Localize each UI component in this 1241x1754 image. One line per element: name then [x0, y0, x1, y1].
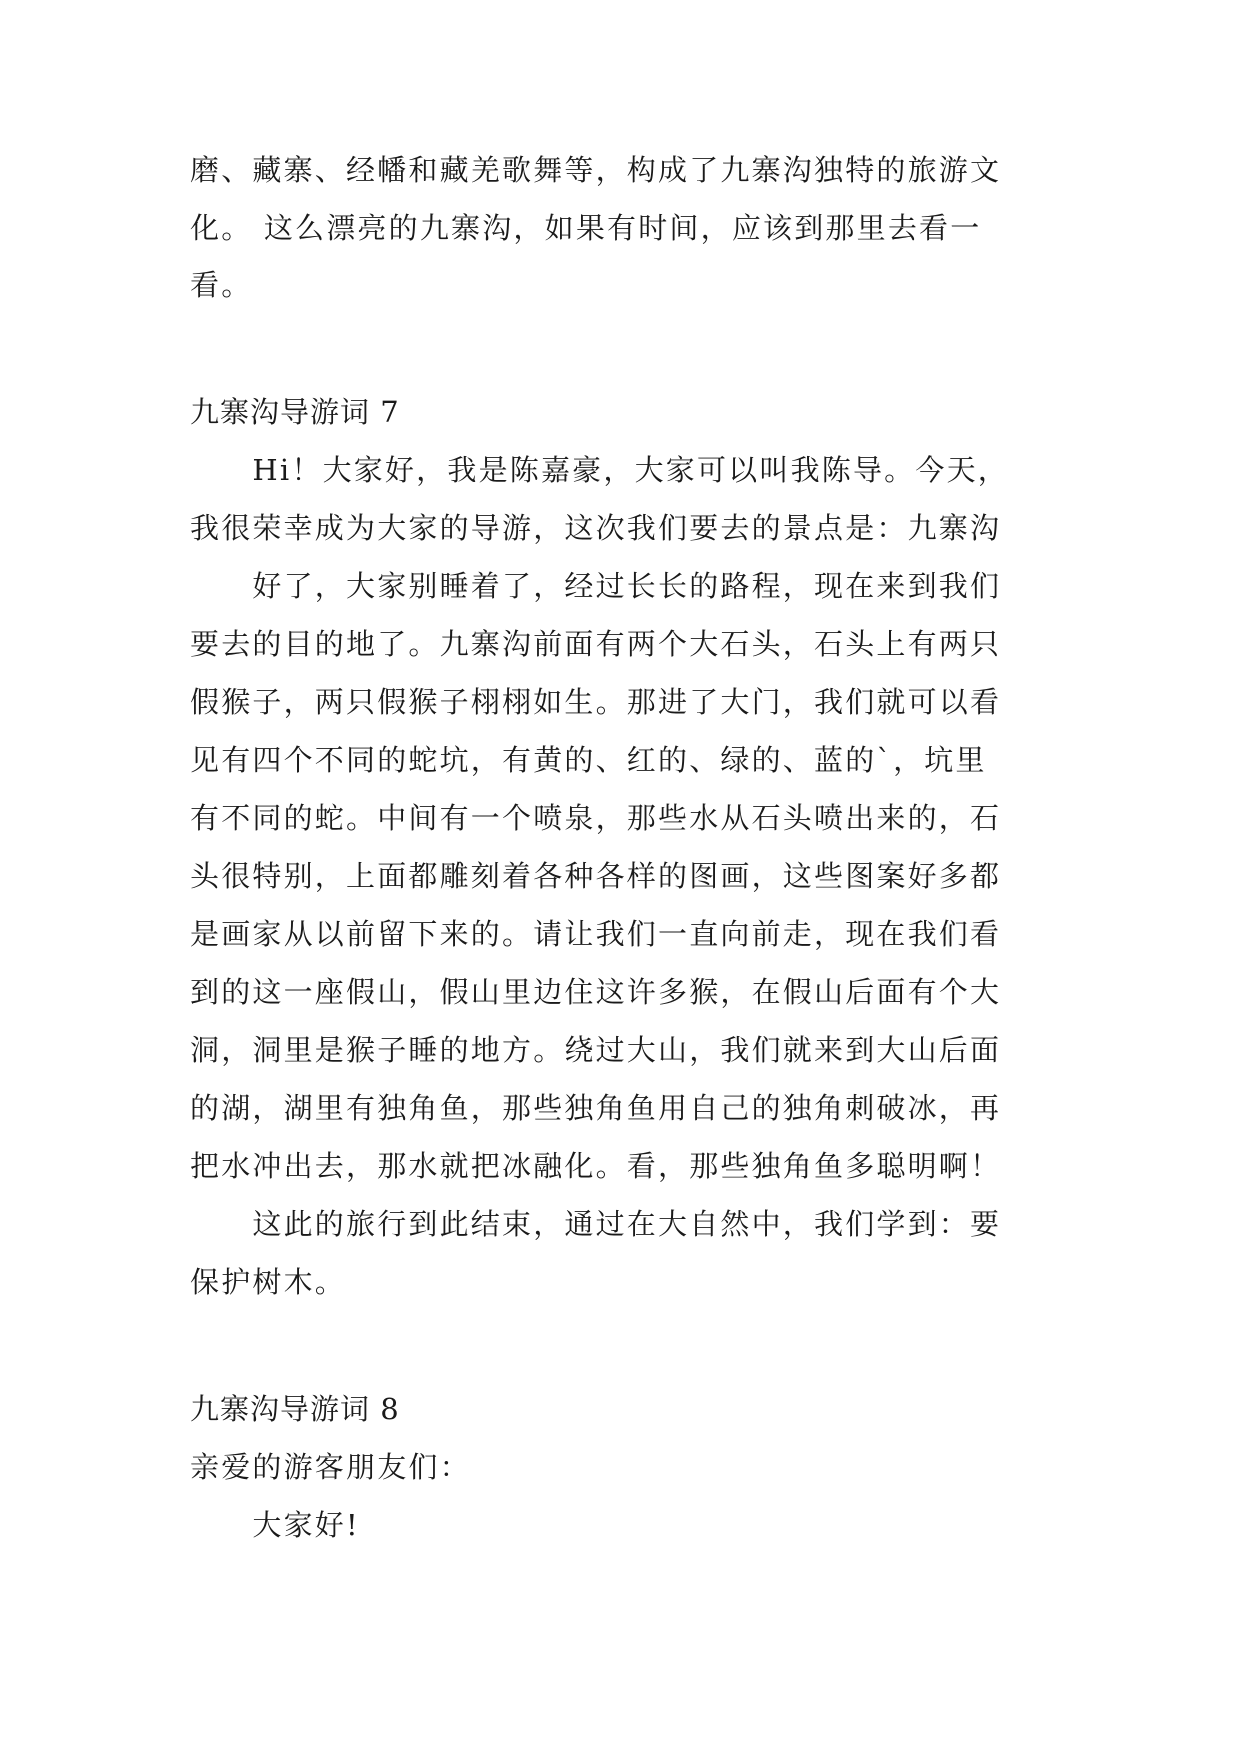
text-line: 保护树木。 — [190, 1265, 347, 1299]
text-line: 洞，洞里是猴子睡的地方。绕过大山，我们就来到大山后面 — [190, 1033, 1002, 1067]
text-line: 我很荣幸成为大家的导游，这次我们要去的景点是：九寨沟 — [190, 511, 1002, 545]
text-line: 到的这一座假山，假山里边住这许多猴，在假山后面有个大 — [190, 975, 1002, 1009]
text-line: 把水冲出去，那水就把冰融化。看，那些独角鱼多聪明啊！ — [190, 1149, 1002, 1183]
section-heading: 九寨沟导游词 8 — [190, 1392, 400, 1426]
text-line: 大家好! — [190, 1508, 360, 1542]
text-line: 见有四个不同的蛇坑，有黄的、红的、绿的、蓝的`，坑里 — [190, 743, 987, 777]
text-line: 假猴子，两只假猴子栩栩如生。那进了大门，我们就可以看 — [190, 685, 1002, 719]
text-line: Hi！大家好，我是陈嘉豪，大家可以叫我陈导。今天， — [190, 453, 1009, 487]
text-line: 头很特别，上面都雕刻着各种各样的图画，这些图案好多都 — [190, 859, 1002, 893]
text-line: 化。 这么漂亮的九寨沟，如果有时间，应该到那里去看一 — [190, 211, 982, 245]
text-line: 要去的目的地了。九寨沟前面有两个大石头，石头上有两只 — [190, 627, 1002, 661]
text-line: 磨、藏寨、经幡和藏羌歌舞等，构成了九寨沟独特的旅游文 — [190, 153, 1002, 187]
text-line: 亲爱的游客朋友们： — [190, 1450, 471, 1484]
text-line: 这此的旅行到此结束，通过在大自然中，我们学到：要 — [190, 1207, 1002, 1241]
section-heading: 九寨沟导游词 7 — [190, 395, 400, 429]
text-line: 有不同的蛇。中间有一个喷泉，那些水从石头喷出来的，石 — [190, 801, 1002, 835]
text-line: 是画家从以前留下来的。请让我们一直向前走，现在我们看 — [190, 917, 1002, 951]
text-line: 的湖，湖里有独角鱼，那些独角鱼用自己的独角刺破冰，再 — [190, 1091, 1002, 1125]
text-line: 看。 — [190, 268, 253, 302]
text-line: 好了，大家别睡着了，经过长长的路程，现在来到我们 — [190, 569, 1002, 603]
